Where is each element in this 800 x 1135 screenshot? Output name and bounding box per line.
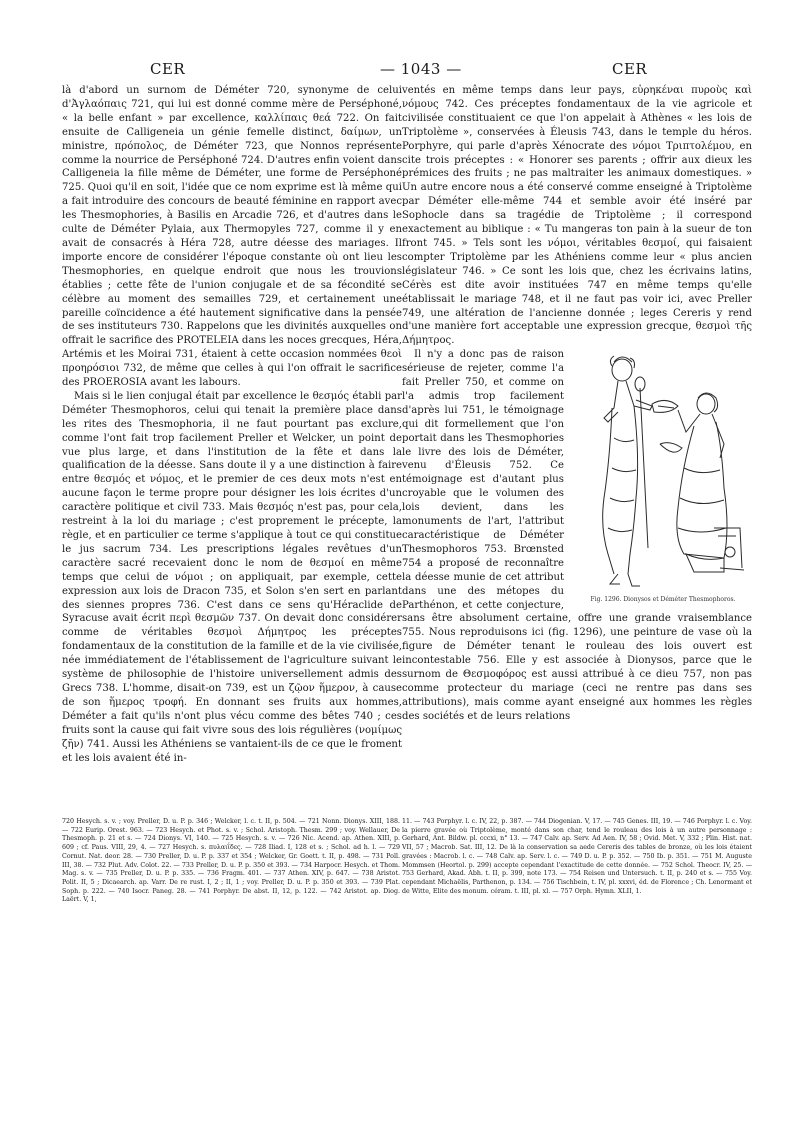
footnotes-left-text: 720 Hesych. s. v. ; voy. Preller, D. u. P. p. 346 ; Welcker, l. c. t. II, p. 504. — 721 Nonn. Dionys. XIII, 188. — 722 Eurip. Orest. 963. — 723 Hesych. et Phot. s. v. ; Schol. Aristoph. Thesm. 299 ; voy. Wellauer, De Thesmoph. p. 21 et s. — 724 Dionys. VI, 140. — 725 Hesych. s. v. — 726 Nic. Acend. ap. Athen. XIII, p. 609 ; cf. Paus. VIII, 29, 4. — 727 Hesych. s. πυλαιΐδες. — 728 Iliad. I, 128 et s. ; Schol. ad h. l. — 729 Cornut. Nat. deor. 28. — 730 Preller, D. u. P. p. 337 et 354 ; Welcker, Gr. Goett. t. II, p. 498. — 731 Poll. III, 38. — 732 Plut. Adv. Colot. 22. — 733 Preller, D. u. P. p. 350 et 393. — 734 Harpocr. Hesych. et Thom. Mag. s. v. — 735 Preller, D. u. P. p. 335. — 736 Fragm. 401. — 737 Athen. XIV, p. 647. — 738 Aristot. Polit. II, 5 ; Dicaearch. ap. Varr. De re rust. I, 2 ; II, 1 ; voy. Preller, D. u. P. p. 350 et 393. — 739 Plat. Soph. p. 222. — 740 Isocr. Paneg. 28. — 741 Porphyr. De abst. II, 12, p. 122. — 742 Aristot. ap. Diog. Laërt. V, 1, — [62, 818, 400, 904]
header-right-word: CER — [612, 60, 648, 78]
left-text-column — [62, 84, 402, 812]
vase-painting-illustration — [574, 348, 752, 594]
left-paragraph-2: Mais si le lien conjugal était par excellence le θεσμός établi par Déméter Thesmophoros, celui qui tenait la première place dans les rites des Thesmophoria, il ne faut pourtant pas exclure, comme l'ont fait trop facilement Preller et Welcker, un point de vue plus large, et dans l'institution de la fête et dans la qualification de la déesse. Sans doute il y a une distinction à faire entre θεσμός et νόμος, et le premier de ces deux mots n'est en aucune façon le terme propre pour désigner les lois écrites d'un caractère politique et civil 733. Mais θεσμός n'est pas, pour cela, restreint à la loi du mariage ; c'est proprement le précepte, la règle, et en particulier ce terme s'applique à tout ce qui constitue le jus sacrum 734. Les prescriptions légales revêtues d'un caractère sacré recevaient donc le nom de θεσμοί en même temps que celui de νόμοι ; on appliquait, par exemple, cette expression aux lois de Dracon 735, et Solon s'en sert en parlant des siennes propres 736. C'est dans ce sens qu'Héraclide de Syracuse avait écrit περὶ θεσμῶν 737. On devait donc considérer comme de véritables θεσμοὶ Δήμητρος les préceptes fondamentaux de la constitution de la famille et de la vie civilisée, née immédiatement de l'établissement de l'agriculture suivant le système de philosophie de l'histoire universellement admis des Grecs 738. L'homme, disait-on 739, est un ζῷον ἥμερον, à cause de son ἥμερος τροφή. En donnant ses fruits aux hommes, Déméter a fait qu'ils n'ont plus vécu comme des bêtes 740 ; ces fruits sont la cause qui fait vivre sous des lois régulières (νομίμως ζῆν) 741. Aussi les Athéniens se vantaient-ils de ce que le froment et les lois avaient été in- — [62, 390, 402, 764]
right-text-column — [402, 84, 752, 812]
footnotes-right-text: 11. — 743 Porphyr. l. c. IV, 22, p. 387. — 744 Diogenian. V, 17. — 745 Genes. III, 19. — 746 Porphyr. l. c. Voy. la pierre gravée où Triptolème, monté dans son char, tend le rouleau des lois à un autre personnage : Gerhard, Ant. Bildw. pl. cccxi, n° 13. — 747 Calv. ap. Serv. Ad Aen. IV, 58 ; Ovid. Met. V, 332 ; Plin. Hist. nat. VII, 57 ; Macrob. Sat. III, 12. De là la conservation sa aede Cereris des tables de bronze, où les lois étaient gravées : Macrob. l. c. — 748 Calv. ap. Serv. l. c. — 749 D. u. P. p. 352. — 750 Ib. p. 351. — 751 M. Auguste Mommsen (Heortol. p. 299) accepte cependant l'exactitude de cette donnée. — 752 Schol. Theocr. IV, 25. — 753 Gerhard, Akad. Abh. t. II, p. 399, note 173. — 754 Reisen und Untersuch. t. II, p. 240 et s. — 755 Voy. cependant Michaëlis, Parthenon, p. 134. — 756 Tischbein, t. IV, pl. xxxvi, éd. de Florence ; Ch. Lenormant et de Witte, Elite des monum. céram. t. III, pl. xl. — 757 Orph. Hymn. XLII, 1. — [402, 818, 752, 895]
page-number: — 1043 — — [380, 60, 462, 78]
right-paragraph-2: Il n'y a donc pas de raison sérieuse de rejeter, comme l'a fait Preller 750, et comme on l'a admis trop facilement d'après lui 751, le témoignage qui dit formellement que l'on portait dans les Thesmophories le livre des lois de Déméter, venu d'Éleusis 752. Ce témoignage est d'autant plus croyable que le volumen des lois devient, dans les monuments de l'art, l'attribut caractéristique de Déméter Thesmophoros 753. Brœnsted 754 a proposé de reconnaître la déesse munie de cet attribut dans une des métopes du Parthénon, et cette conjecture, sans être absolument certaine, offre une grande vraisemblance 755. Nous reproduisons ici (fig. 1296), une peinture de vase où la figure de Déméter tenant le rouleau des lois ouvert est incontestable 756. Elle y est associée à Dionysos, parce que le surnom de Θεσμοφόρος est aussi attribué à ce dieu 757, non pas comme protecteur du mariage (ceci ne rentre pas dans ses attributions), mais comme ayant enseigné aux hommes les règles des sociétés et de leurs relations — [402, 349, 752, 722]
right-paragraph-1: ventés en même temps dans leur pays, εὑρηκέναι πυροὺς καὶ νόμους 742. Ces préceptes fondamentaux de la vie agricole et civilisée constituaient ce que l'on appelait à Athènes « les lois de Triptolème », conservées à Éleusis 743, dans le temple du héros. Porphyre, qui parle d'après Xénocrate des νόμοι Τριπτολέμου, en cite trois préceptes : « Honorer ses parents ; offrir aux dieux les prémices des fruits ; ne pas maltraiter les animaux domestiques. » Un autre encore nous a été conservé comme enseigné à Triptolème par Déméter elle-même 744 et semble avoir été inséré par Sophocle dans sa tragédie de Triptolème ; il correspond exactement au biblique : « Tu mangeras ton pain à la sueur de ton front 745. » Tels sont les νόμοι, véritables θεσμοί, qui faisaient compter Triptolème par les Athéniens comme leur « plus ancien législateur 746. » Ce sont les lois que, chez les écrivains latins, Cérès est dite avoir instituées 747 en même temps qu'elle établissait le mariage 748, et il ne faut pas voir ici, avec Preller 749, une altération de l'ancienne donnée ; leges Cereris y rend d'une manière fort acceptable une expression grecque, θεσμοὶ τῆς Δήμητρος. — [402, 85, 752, 347]
left-paragraph-1: là d'abord un surnom de Déméter 720, synonyme de celui d'Ἀγλαόπαις 721, qui lui est donné comme mère de Perséphoné, « la belle enfant » par excellence, καλλίπαις θεά 722. On fait ensuite de Calligeneia un génie femelle distinct, δαίμων, un ministre, πρόπολος, de Déméter 723, que Nonnos représente comme la nourrice de Perséphoné 724. D'autres enfin voient dans Calligeneia la fille même de Déméter, une forme de Perséphoné 725. Quoi qu'il en soit, l'idée que ce nom exprime est là même qui a fait introduire des concours de beauté féminine en rapport avec les Thesmophories, à Basilis en Arcadie 726, et d'autres dans le culte de Déméter Pylaia, aux Thermopyles 727, comme il y en avait de consacrés à Héra 728, autre déesse des mariages. Il importe encore de considérer l'époque constante où ont lieu les Thesmophories, en quelque endroit que nous les trouvions établies ; cette fête de l'union conjugale et de sa fécondité se célèbre au moment des semailles 729, et certainement une pareille coïncidence a été hautement significative dans la pensée de ses instituteurs 730. Rappelons que les divinités auxquelles on offrait le sacrifice des PROTELEIA dans les noces grecques, Héra, Artémis et les Moirai 731, étaient à cette occasion nommées θεοὶ προηρόσιοι 732, de même que celles à qui l'on offrait le sacrifice des PROEROSIA avant les labours. — [62, 85, 402, 389]
footnotes-left — [62, 818, 400, 928]
vase-figure — [574, 348, 752, 606]
header-left-word: CER — [150, 60, 186, 78]
figure-caption: Fig. 1296. Dionysos et Déméter Thesmophoros. — [590, 596, 736, 604]
footnotes-right — [402, 818, 752, 928]
page-header — [0, 60, 800, 82]
